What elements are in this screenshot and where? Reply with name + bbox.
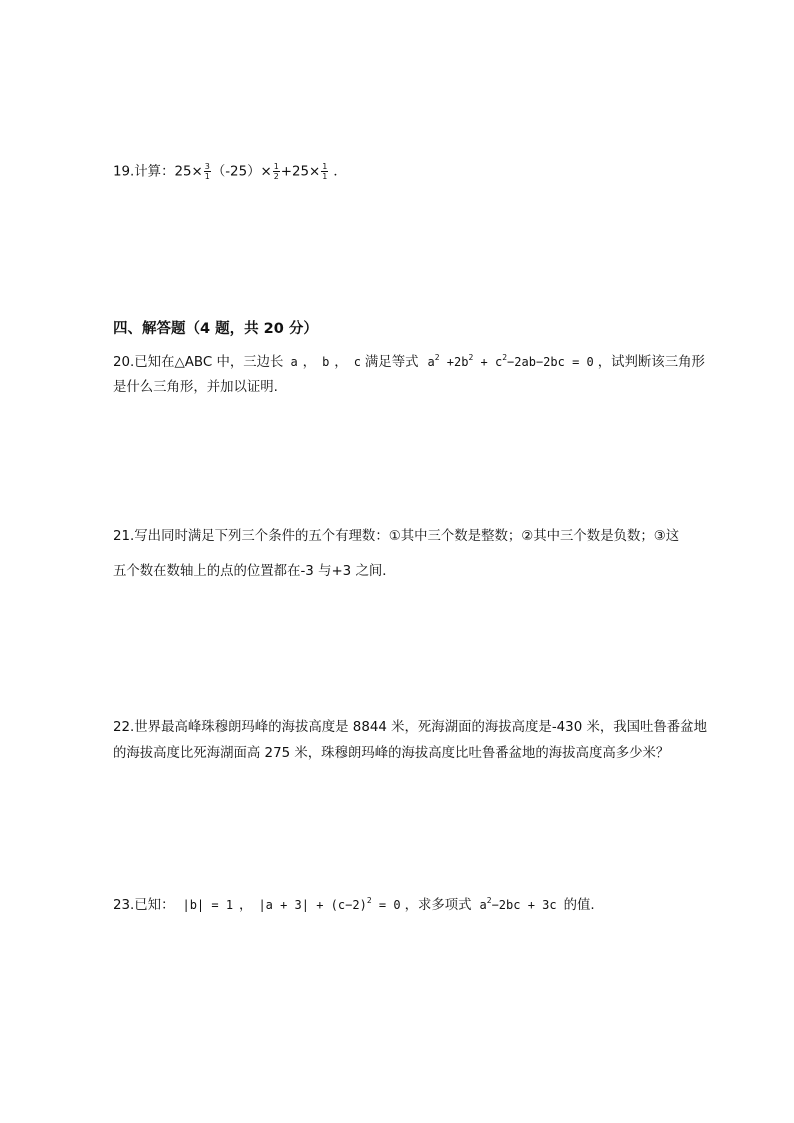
question-20-line-2: 是什么三角形，并加以证明. [113,380,278,395]
question-21-line-2: 五个数在数轴上的点的位置都在-3 与+3 之间． [113,564,396,579]
q20-equation: $a^2 +2b^2 + c^2-2ab-2bc = 0$ [427,353,594,369]
q23-equation-2: $|a + 3| + (c-2)^2 = 0$ [258,896,401,912]
question-22-line-1: 22.世界最高峰珠穆朗玛峰的海拔高度是 8844 米，死海湖面的海拔高度是-430 米，我国吐鲁番盆地 [113,720,707,735]
q23-end: 的值. [563,898,595,913]
q20-var-a: a [290,355,298,369]
q20-var-b: b [322,355,330,369]
section-heading: 四、解答题（4 题，共 20 分） [113,321,318,337]
question-21-line-1: 21.写出同时满足下列三个条件的五个有理数：①其中三个数是整数；②其中三个数是负数；③这 [113,529,680,544]
q20-prefix: 20.已知在△ABC 中，三边长 [113,355,284,370]
q23-mid: ，求多项式 [404,898,472,913]
q19-fraction-1: $\frac{3}{1}$ [204,162,210,181]
question-20-line-1: 20.已知在△ABC 中，三边长 a ， b ， c 满足等式 $a^2 +2b^2 + c^2-2ab-2bc = 0$ ，试判断该三角形 [113,353,705,370]
q23-prefix: 23.已知： [113,898,175,913]
q19-fraction-3: $\frac{1}{1}$ [322,162,328,181]
question-22-line-2: 的海拔高度比死海湖面高 275 米，珠穆朗玛峰的海拔高度比吐鲁番盆地的海拔高度高多少米？ [113,746,670,761]
q23-equation-1: |b| = 1 [182,898,234,912]
q19-plus: +25× [280,164,321,180]
q20-var-c: c [353,355,361,369]
q20-satisfies: 满足等式 [364,355,419,370]
q19-mid: （-25）× [211,164,272,180]
q20-suffix: ，试判断该三角形 [597,355,705,370]
question-23: 23.已知： |b| = 1 ， $|a + 3| + (c-2)^2 = 0$ ，求多项式 $a^2-2bc + 3c$ 的值. [113,896,595,913]
q19-prefix: 19.计算：25× [113,164,203,180]
question-19 [113,162,347,182]
q19-fraction-2: $\frac{1}{2}$ [273,162,279,181]
q23-polynomial: $a^2-2bc + 3c$ [479,896,557,912]
q19-end: ． [333,164,347,180]
